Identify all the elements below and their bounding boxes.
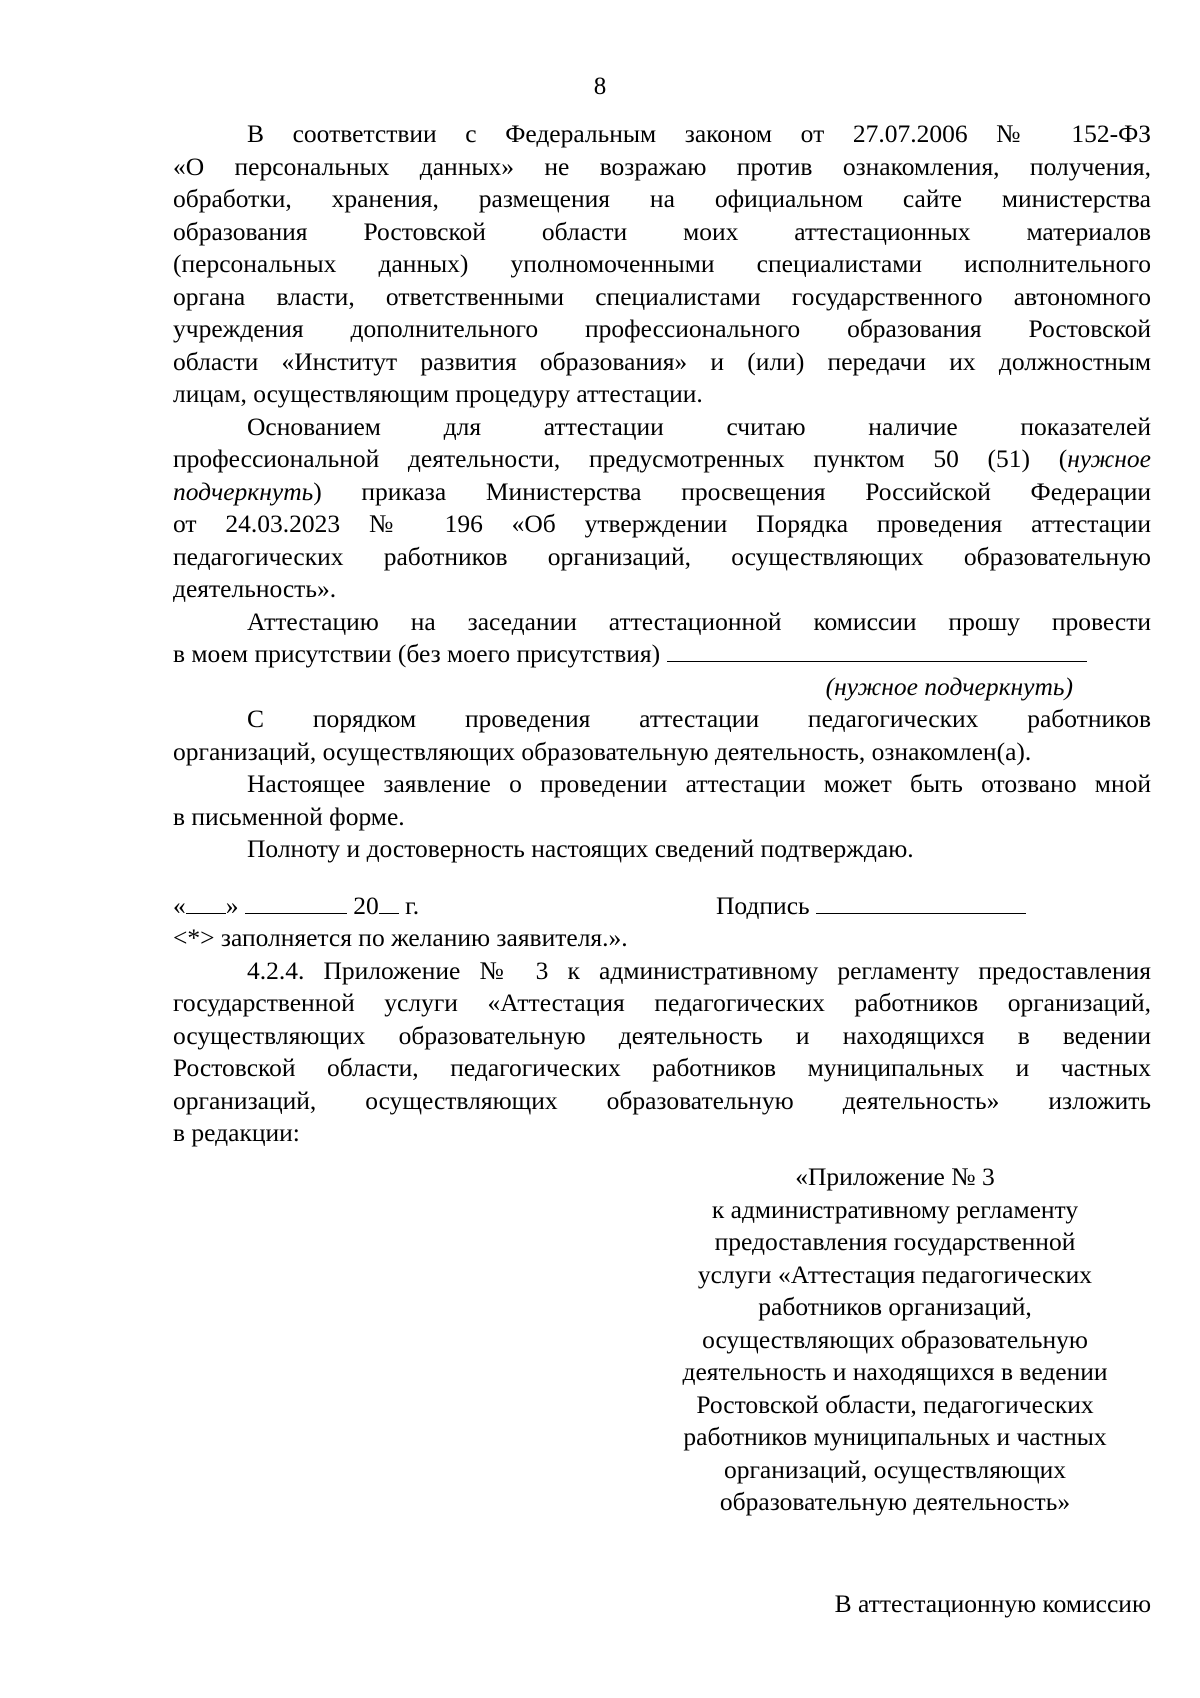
basis-paragraph [173, 411, 1151, 606]
year-suffix: г. [405, 890, 420, 920]
appendix-line: Ростовской области, педагогических [696, 1389, 1094, 1419]
amendment-line: 4.2.4. Приложение № 3 к административному регламенту предоставления [247, 955, 1151, 985]
appendix-line: «Приложение № 3 [795, 1162, 995, 1191]
confirm-statement: Полноту и достоверность настоящих сведений подтверждаю. [247, 834, 914, 863]
withdraw-line: Настоящее заявление о проведении аттестации может быть отозвано мной [247, 769, 1151, 798]
appendix-line: работников муниципальных и частных [683, 1422, 1107, 1451]
procedure-paragraph [173, 703, 1151, 768]
consent-line: «О персональных данных» не возражаю против ознакомления, получения, [173, 151, 1151, 181]
amendment-line: Ростовской области, педагогических работников муниципальных и частных [173, 1053, 1151, 1082]
consent-line: учреждения дополнительного профессионального образования Ростовской [173, 314, 1151, 343]
basis-line: от 24.03.2023 № 196 «Об утверждении Порядка проведения аттестации [173, 509, 1151, 538]
year-prefix: 20 [353, 890, 379, 920]
presence-choice-field[interactable] [667, 641, 1087, 662]
procedure-line: С порядком проведения аттестации педагогических работников [247, 704, 1151, 733]
procedure-line: организаций, осуществляющих образовательную деятельность, ознакомлен(а). [173, 736, 1032, 766]
appendix-line: услуги «Аттестация педагогических [697, 1259, 1093, 1289]
year-field[interactable] [379, 893, 399, 914]
day-field[interactable] [186, 893, 226, 914]
consent-line: образования Ростовской области моих аттестационных материалов [173, 216, 1151, 246]
appendix-line: предоставления государственной [714, 1227, 1076, 1256]
date-field [173, 890, 419, 923]
presence-line [173, 638, 1151, 671]
appendix-line: организаций, осуществляющих [723, 1454, 1067, 1484]
signature-field [716, 890, 1026, 923]
consent-line: лицам, осуществляющим процедуру аттестации. [173, 379, 703, 408]
presence-paragraph [173, 606, 1151, 704]
presence-hint: (нужное подчеркнуть) [825, 671, 1073, 701]
basis-line: Основанием для аттестации считаю наличие показателей [247, 411, 1151, 441]
date-open-quote: « [173, 890, 186, 920]
consent-line: обработки, хранения, размещения на официальном сайте министерства [173, 184, 1151, 213]
basis-line [173, 476, 1151, 509]
appendix-line: к административному регламенту [711, 1194, 1079, 1224]
date-signature-row [173, 890, 1151, 923]
footnote: <*> заполняется по желанию заявителя.». [173, 923, 628, 952]
amendment-line: в редакции: [173, 1118, 300, 1147]
addressee: В аттестационную комиссию [834, 1589, 1151, 1618]
presence-line-text: в моем присутствии (без моего присутствия) [173, 639, 661, 668]
consent-line: области «Институт развития образования» и (или) передачи их должностным [173, 346, 1151, 376]
withdraw-line: в письменной форме. [173, 801, 405, 831]
amendment-paragraph [173, 955, 1151, 1150]
appendix-line: осуществляющих образовательную [702, 1324, 1088, 1354]
basis-line [173, 443, 1151, 476]
spacer [173, 866, 1151, 890]
consent-paragraph [173, 118, 1151, 411]
consent-line: В соответствии с Федеральным законом от 27.07.2006 № 152-ФЗ [247, 119, 1151, 148]
amendment-line: организаций, осуществляющих образовательную деятельность» изложить [173, 1085, 1151, 1115]
basis-line: деятельность». [173, 574, 337, 603]
document-body [173, 118, 1151, 1150]
presence-line: Аттестацию на заседании аттестационной комиссии прошу провести [247, 606, 1151, 636]
amendment-line: осуществляющих образовательную деятельность и находящихся в ведении [173, 1020, 1151, 1050]
appendix-line: образовательную деятельность» [719, 1487, 1071, 1516]
signature-label: Подпись [716, 890, 810, 920]
consent-line: (персональных данных) уполномоченными специалистами исполнительного [173, 249, 1151, 278]
month-field[interactable] [245, 893, 347, 914]
basis-italic-note: нужное [1067, 444, 1151, 473]
appendix-header [660, 1161, 1130, 1519]
page-number: 8 [593, 73, 607, 100]
basis-italic-note: подчеркнуть [173, 476, 314, 506]
appendix-line: деятельность и находящихся в ведении [682, 1357, 1108, 1386]
basis-line-text: ) приказа Министерства просвещения Российской Федерации [313, 476, 1151, 506]
basis-line-text: профессиональной деятельности, предусмотренных пунктом 50 (51) ( [173, 444, 1068, 473]
appendix-line: работников организаций, [758, 1292, 1032, 1321]
basis-line: педагогических работников организаций, осуществляющих образовательную [173, 541, 1151, 571]
signature-line[interactable] [816, 893, 1026, 914]
consent-line: органа власти, ответственными специалистами государственного автономного [173, 281, 1151, 311]
date-close-quote: » [225, 890, 239, 920]
amendment-line: государственной услуги «Аттестация педагогических работников организаций, [173, 988, 1151, 1017]
withdraw-paragraph [173, 768, 1151, 833]
